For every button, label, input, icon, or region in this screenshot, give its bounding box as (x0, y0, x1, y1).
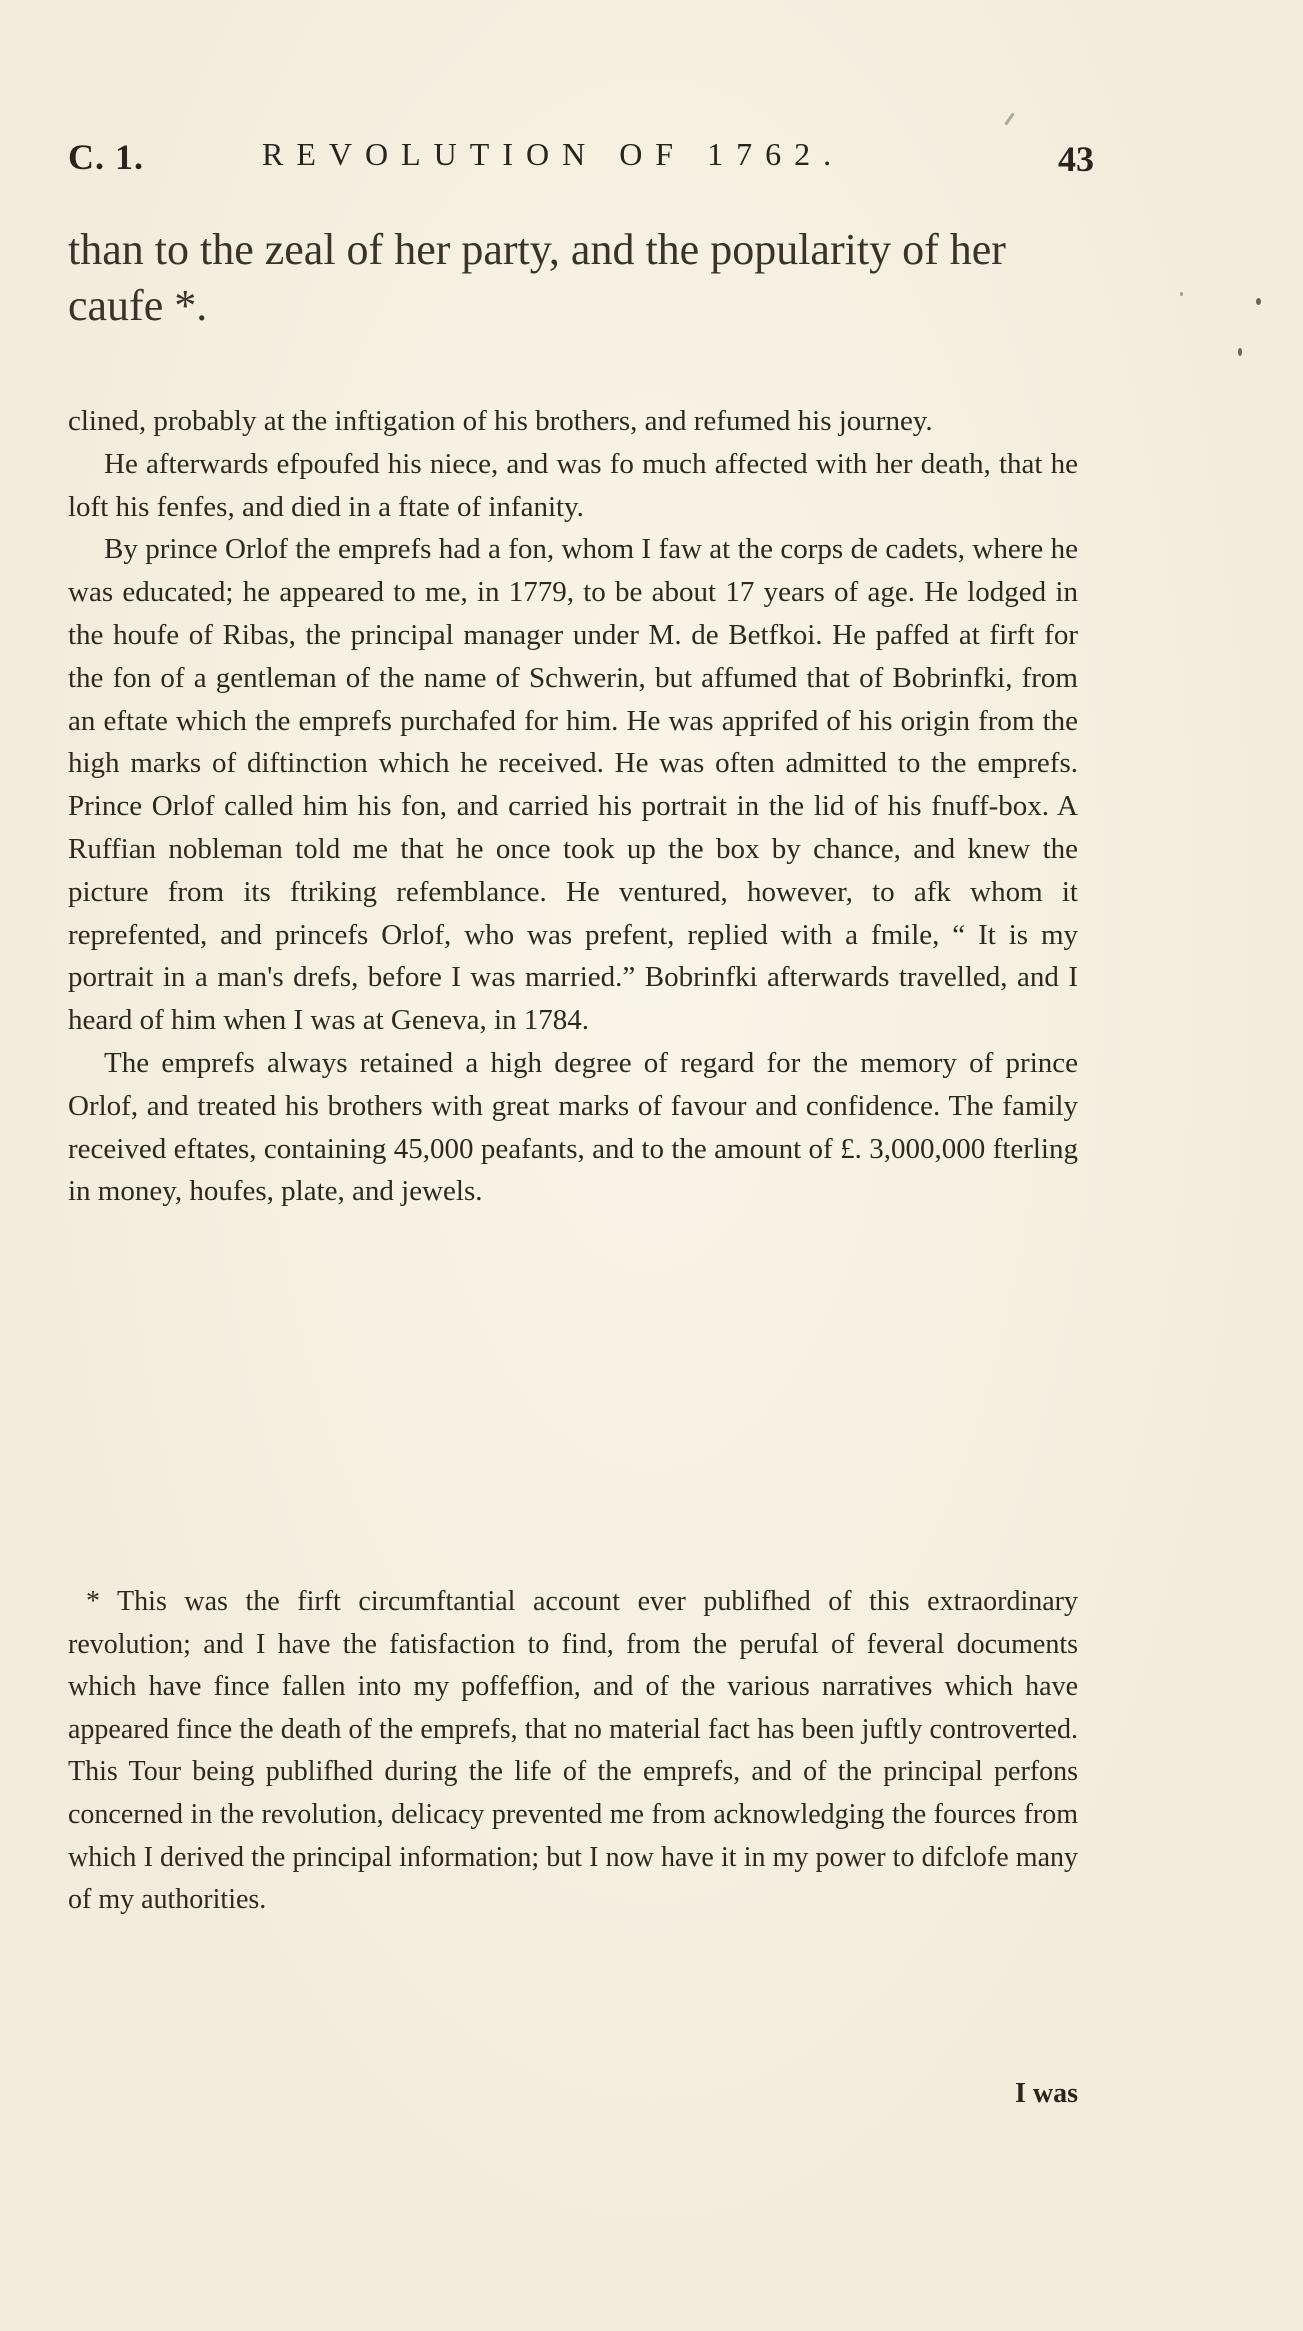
footnote-text: * This was the firft circumftantial account ever publifhed of this extraordinary revolution; and I have the fatisfaction to find, from the perufal of feveral documents which have fince fallen into my poffeffion, and of the various narratives which have appeared fince the death of the emprefs, that no material fact has been juftly controverted. This Tour being publifhed during the life of the emprefs, and of the principal perfons concerned in the revolution, delicacy prevented me from acknowledging the fources from which I derived the principal information; but I now have it in my power to difclofe many of my authorities. (68, 1586, 1078, 1916)
ink-speck (1004, 112, 1014, 125)
body-text (68, 400, 1078, 1213)
paragraph: He afterwards efpoufed his niece, and was fo much affected with her death, that he loft his fenfes, and died in a ftate of infanity. (68, 447, 1078, 523)
running-title: REVOLUTION OF 1762. (262, 136, 845, 172)
paragraph: By prince Orlof the emprefs had a fon, whom I faw at the corps de cadets, where he was educated; he appeared to me, in 1779, to be about 17 years of age. He lodged in the houfe of Ribas, the principal manager under M. de Betfkoi. He paffed at firft for the fon of a gentleman of the name of Schwerin, but affumed that of Bobrinfki, from an eftate which the emprefs purchafed for him. He was apprifed of his origin from the high marks of diftinction which he received. He was often admitted to the emprefs. Prince Orlof called him his fon, and carried his portrait in the lid of his fnuff-box. A Ruffian nobleman told me that he once took up the box by chance, and knew the picture from its ftriking refemblance. He ventured, however, to afk whom it reprefented, and princefs Orlof, who was prefent, replied with a fmile, “ It is my portrait in a man's drefs, before I was married.” Bobrinfki afterwards travelled, and I heard of him when I was at Geneva, in 1784. (68, 533, 1078, 1037)
pasted-fragment (68, 222, 1088, 334)
chapter-marker: C. 1. (68, 137, 144, 177)
running-head (68, 136, 1094, 186)
ink-speck (1238, 348, 1242, 356)
fragment-text: than to the zeal of her party, and the popularity of her caufe *. (68, 225, 1006, 330)
ink-speck (1180, 292, 1183, 296)
paragraph: The emprefs always retained a high degree of regard for the memory of prince Orlof, and treated his brothers with great marks of favour and confidence. The family received eftates, containing 45,000 peafants, and to the amount of £. 3,000,000 fterling in money, houfes, plate, and jewels. (68, 1046, 1078, 1208)
page-number: 43 (1058, 139, 1094, 179)
catchword: I was (1014, 2078, 1078, 2109)
paragraph-continuation: clined, probably at the inftigation of his brothers, and refumed his journey. (68, 405, 933, 437)
footnote (68, 1581, 1078, 1922)
ink-speck (1256, 298, 1261, 305)
